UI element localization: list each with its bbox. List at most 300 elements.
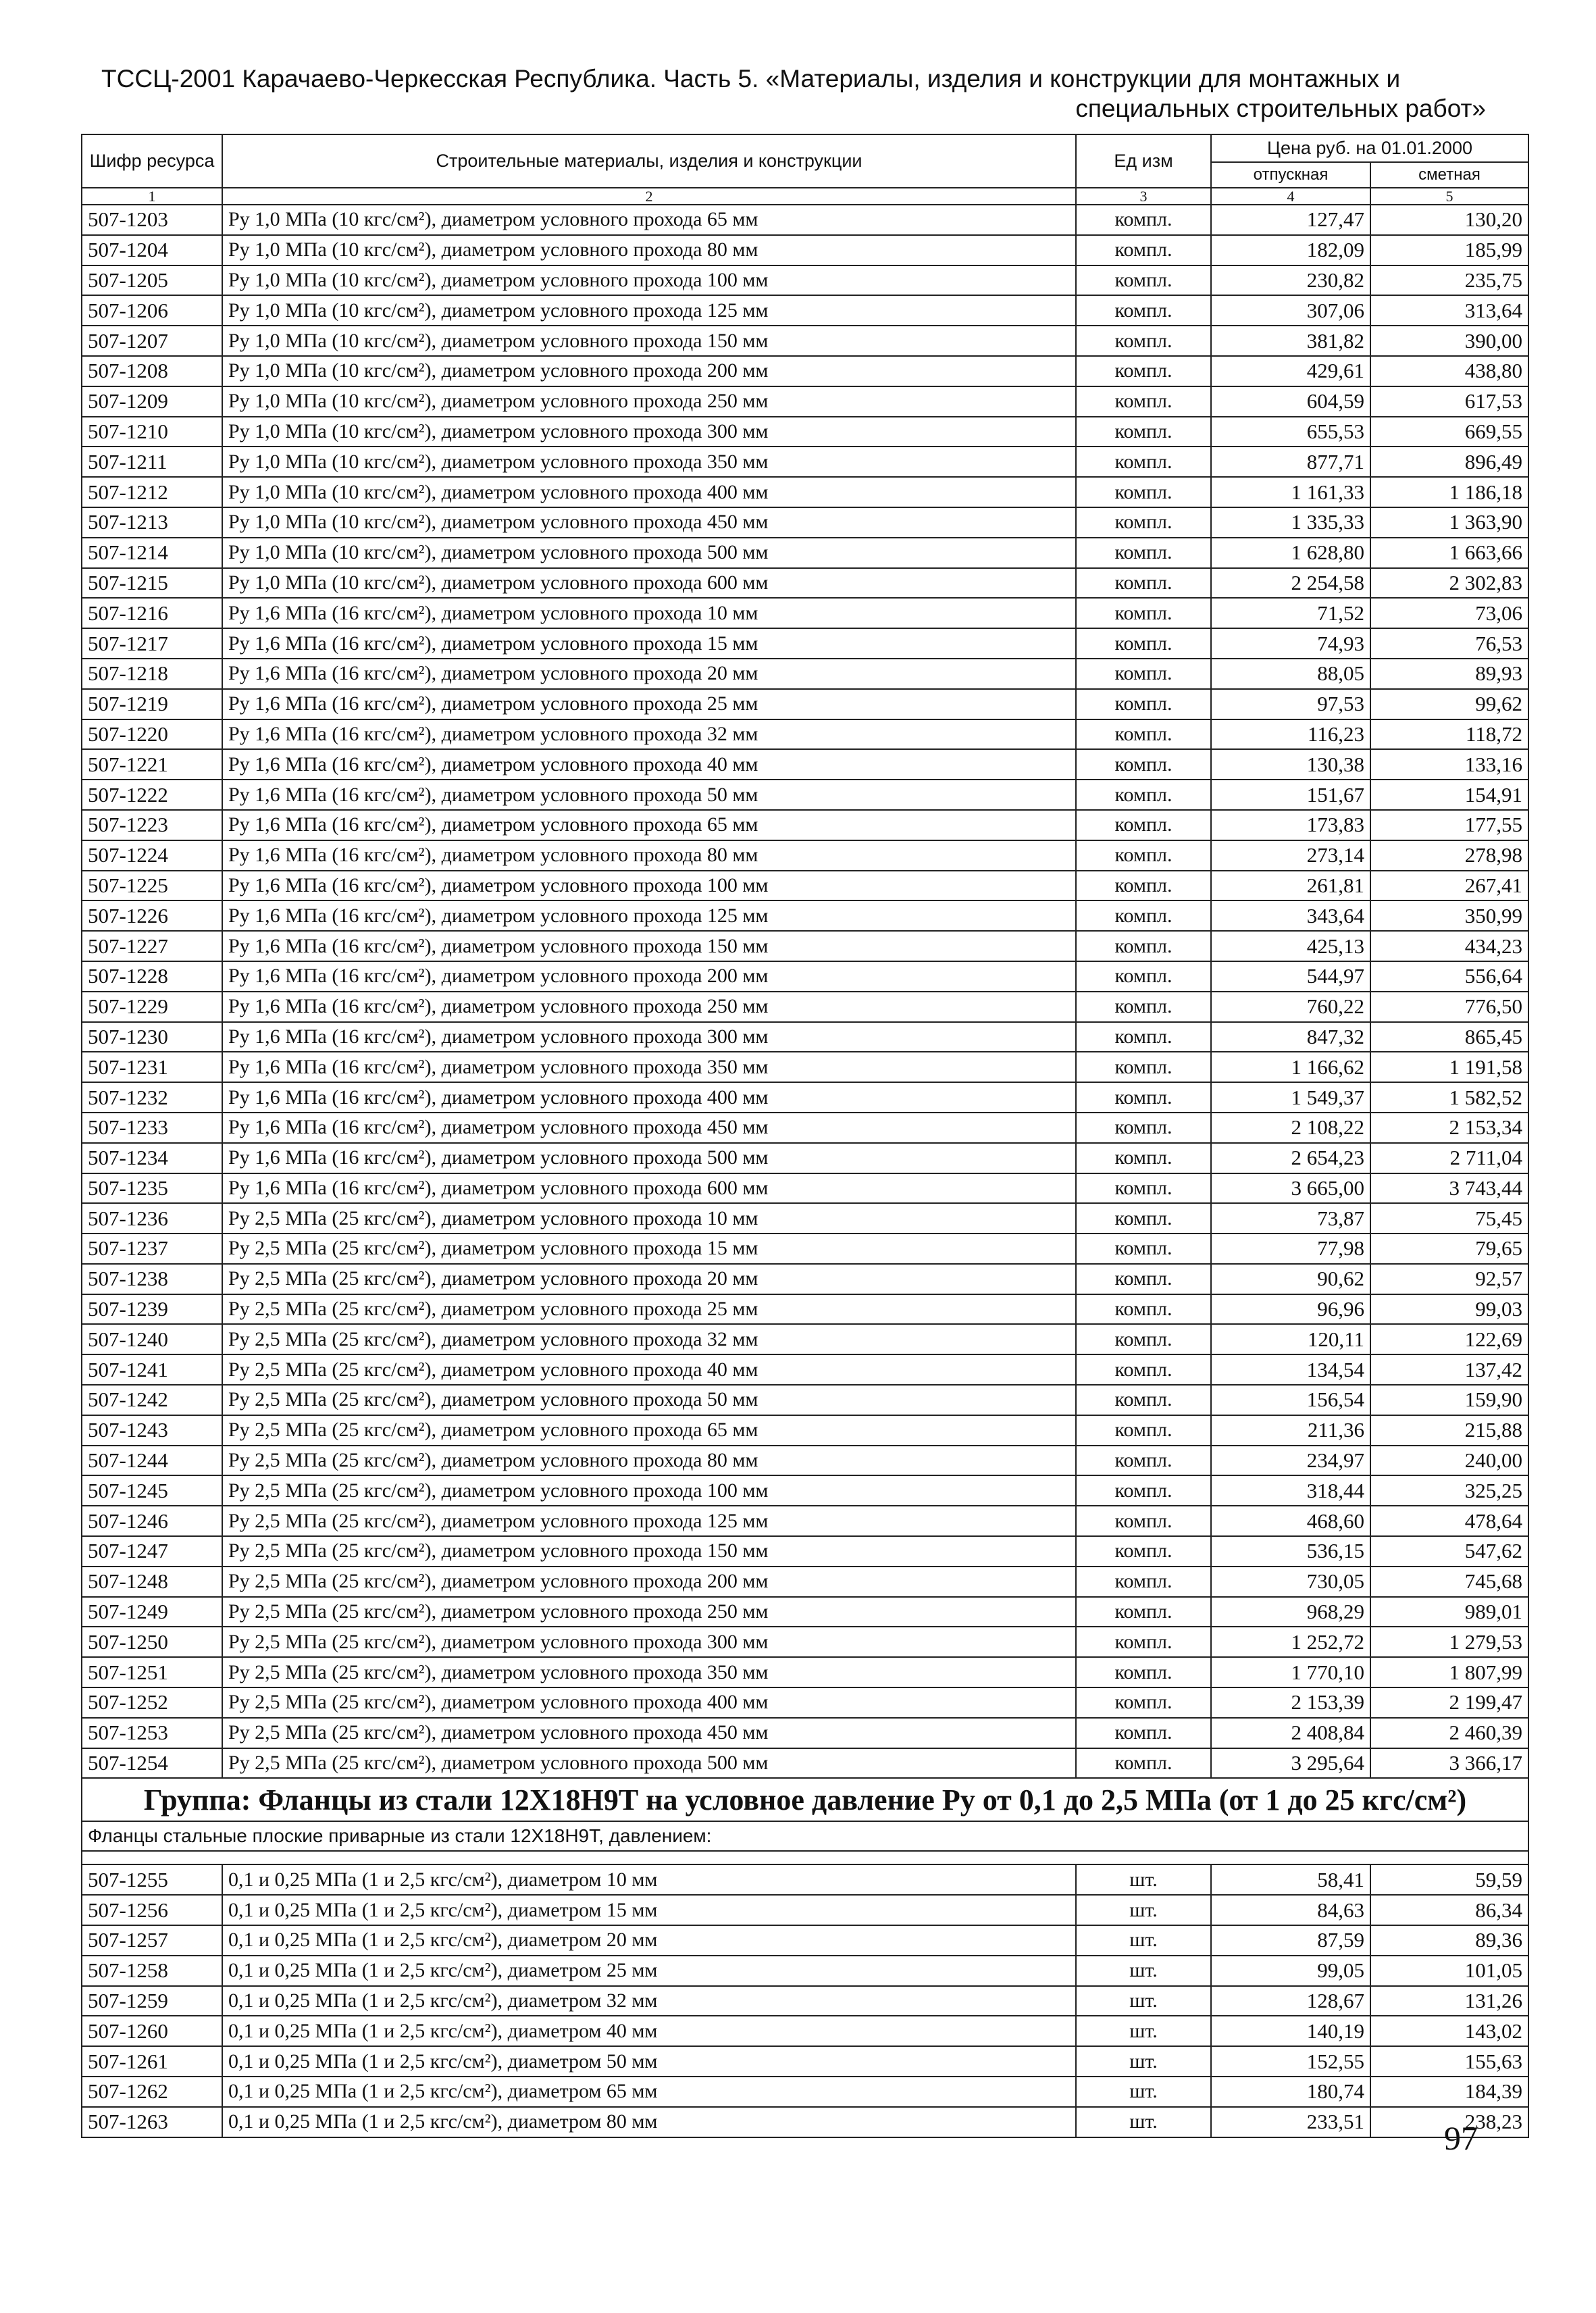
unit-of-measure: компл. (1076, 1506, 1211, 1536)
unit-of-measure: шт. (1076, 2016, 1211, 2046)
table-row (82, 295, 1528, 326)
estimate-price: 86,34 (1370, 1895, 1528, 1925)
release-price: 156,54 (1211, 1385, 1370, 1415)
resource-code: 507-1213 (82, 507, 222, 538)
release-price: 760,22 (1211, 992, 1370, 1022)
table-row (82, 2107, 1528, 2137)
table-row (82, 1203, 1528, 1234)
resource-code: 507-1226 (82, 900, 222, 931)
estimate-price: 1 363,90 (1370, 507, 1528, 538)
unit-of-measure: компл. (1076, 992, 1211, 1022)
release-price: 88,05 (1211, 659, 1370, 689)
table-row (82, 628, 1528, 659)
resource-code: 507-1228 (82, 961, 222, 992)
group-title: Группа: Фланцы из стали 12Х18Н9Т на условное давление Ру от 0,1 до 2,5 МПа (от 1 до 25 кгс/см²) (82, 1778, 1528, 1821)
resource-code: 507-1248 (82, 1567, 222, 1597)
unit-of-measure: компл. (1076, 1264, 1211, 1294)
resource-name: Ру 2,5 МПа (25 кгс/см²), диаметром условного прохода 25 мм (222, 1294, 1076, 1325)
estimate-price: 896,49 (1370, 447, 1528, 477)
release-price: 1 252,72 (1211, 1627, 1370, 1657)
release-price: 130,38 (1211, 749, 1370, 780)
resource-name: Ру 2,5 МПа (25 кгс/см²), диаметром условного прохода 450 мм (222, 1718, 1076, 1748)
estimate-price: 235,75 (1370, 265, 1528, 296)
release-price: 90,62 (1211, 1264, 1370, 1294)
unit-of-measure: компл. (1076, 1203, 1211, 1234)
estimate-price: 133,16 (1370, 749, 1528, 780)
resource-name: Ру 1,0 МПа (10 кгс/см²), диаметром условного прохода 125 мм (222, 295, 1076, 326)
unit-of-measure: компл. (1076, 749, 1211, 780)
resource-name: Ру 1,6 МПа (16 кгс/см²), диаметром условного прохода 600 мм (222, 1173, 1076, 1204)
release-price: 3 665,00 (1211, 1173, 1370, 1204)
estimate-price: 155,63 (1370, 2046, 1528, 2077)
unit-of-measure: компл. (1076, 961, 1211, 992)
table-row (82, 1748, 1528, 1779)
table-row (82, 1687, 1528, 1718)
estimate-price: 92,57 (1370, 1264, 1528, 1294)
resource-code: 507-1256 (82, 1895, 222, 1925)
resource-code: 507-1223 (82, 810, 222, 840)
resource-name: Ру 1,0 МПа (10 кгс/см²), диаметром условного прохода 600 мм (222, 568, 1076, 599)
estimate-price: 438,80 (1370, 356, 1528, 386)
table-row (82, 1597, 1528, 1627)
price-table-body (82, 134, 1528, 2137)
table-row (82, 1925, 1528, 1956)
estimate-price: 137,42 (1370, 1354, 1528, 1385)
resource-name: Ру 1,0 МПа (10 кгс/см²), диаметром условного прохода 250 мм (222, 386, 1076, 417)
estimate-price: 75,45 (1370, 1203, 1528, 1234)
estimate-price: 865,45 (1370, 1022, 1528, 1052)
release-price: 2 408,84 (1211, 1718, 1370, 1748)
release-price: 234,97 (1211, 1446, 1370, 1476)
unit-of-measure: компл. (1076, 235, 1211, 265)
estimate-price: 1 279,53 (1370, 1627, 1528, 1657)
resource-code: 507-1207 (82, 326, 222, 356)
resource-code: 507-1210 (82, 417, 222, 447)
unit-of-measure: компл. (1076, 538, 1211, 568)
resource-name: Ру 1,6 МПа (16 кгс/см²), диаметром условного прохода 500 мм (222, 1143, 1076, 1173)
resource-name: Ру 2,5 МПа (25 кгс/см²), диаметром условного прохода 20 мм (222, 1264, 1076, 1294)
unit-of-measure: компл. (1076, 810, 1211, 840)
estimate-price: 184,39 (1370, 2077, 1528, 2107)
table-row (82, 598, 1528, 628)
unit-of-measure: компл. (1076, 900, 1211, 931)
estimate-price: 556,64 (1370, 961, 1528, 992)
resource-name: 0,1 и 0,25 МПа (1 и 2,5 кгс/см²), диаметром 40 мм (222, 2016, 1076, 2046)
table-row (82, 961, 1528, 992)
unit-of-measure: компл. (1076, 265, 1211, 296)
release-price: 604,59 (1211, 386, 1370, 417)
table-row (82, 1022, 1528, 1052)
resource-name: Ру 1,6 МПа (16 кгс/см²), диаметром условного прохода 25 мм (222, 689, 1076, 719)
resource-code: 507-1214 (82, 538, 222, 568)
resource-name: Ру 2,5 МПа (25 кгс/см²), диаметром условного прохода 80 мм (222, 1446, 1076, 1476)
release-price: 1 549,37 (1211, 1082, 1370, 1113)
resource-name: Ру 2,5 МПа (25 кгс/см²), диаметром условного прохода 500 мм (222, 1748, 1076, 1779)
table-row (82, 1475, 1528, 1506)
document-header-line-1: ТССЦ-2001 Карачаево-Черкесская Республика. Часть 5. «Материалы, изделия и конструкции для монтажных и (101, 65, 1401, 93)
unit-of-measure: компл. (1076, 1324, 1211, 1354)
table-row (82, 1143, 1528, 1173)
table-row (82, 719, 1528, 750)
resource-code: 507-1255 (82, 1864, 222, 1895)
table-row (82, 1895, 1528, 1925)
estimate-price: 59,59 (1370, 1864, 1528, 1895)
estimate-price: 1 191,58 (1370, 1052, 1528, 1082)
resource-name: Ру 2,5 МПа (25 кгс/см²), диаметром условного прохода 40 мм (222, 1354, 1076, 1385)
resource-code: 507-1237 (82, 1234, 222, 1264)
resource-code: 507-1242 (82, 1385, 222, 1415)
table-row (82, 1718, 1528, 1748)
table-row (82, 1354, 1528, 1385)
release-price: 730,05 (1211, 1567, 1370, 1597)
resource-name: Ру 1,0 МПа (10 кгс/см²), диаметром условного прохода 65 мм (222, 205, 1076, 235)
resource-code: 507-1217 (82, 628, 222, 659)
resource-code: 507-1231 (82, 1052, 222, 1082)
estimate-price: 278,98 (1370, 840, 1528, 871)
unit-of-measure: шт. (1076, 1895, 1211, 1925)
release-price: 318,44 (1211, 1475, 1370, 1506)
table-row (82, 689, 1528, 719)
estimate-price: 745,68 (1370, 1567, 1528, 1597)
resource-name: Ру 1,6 МПа (16 кгс/см²), диаметром условного прохода 20 мм (222, 659, 1076, 689)
estimate-price: 390,00 (1370, 326, 1528, 356)
release-price: 1 335,33 (1211, 507, 1370, 538)
estimate-price: 130,20 (1370, 205, 1528, 235)
resource-code: 507-1249 (82, 1597, 222, 1627)
unit-of-measure: компл. (1076, 871, 1211, 901)
table-row (82, 749, 1528, 780)
table-row (82, 1113, 1528, 1143)
release-price: 2 153,39 (1211, 1687, 1370, 1718)
unit-of-measure: компл. (1076, 1022, 1211, 1052)
estimate-price: 2 711,04 (1370, 1143, 1528, 1173)
resource-name: Ру 2,5 МПа (25 кгс/см²), диаметром условного прохода 200 мм (222, 1567, 1076, 1597)
resource-name: Ру 1,6 МПа (16 кгс/см²), диаметром условного прохода 200 мм (222, 961, 1076, 992)
table-row (82, 1324, 1528, 1354)
unit-of-measure: компл. (1076, 659, 1211, 689)
resource-code: 507-1235 (82, 1173, 222, 1204)
release-price: 211,36 (1211, 1415, 1370, 1446)
resource-name: 0,1 и 0,25 МПа (1 и 2,5 кгс/см²), диаметром 80 мм (222, 2107, 1076, 2137)
release-price: 127,47 (1211, 205, 1370, 235)
table-row (82, 568, 1528, 599)
resource-code: 507-1261 (82, 2046, 222, 2077)
resource-code: 507-1221 (82, 749, 222, 780)
table-row (82, 1415, 1528, 1446)
table-row (82, 507, 1528, 538)
estimate-price: 99,62 (1370, 689, 1528, 719)
resource-code: 507-1216 (82, 598, 222, 628)
resource-code: 507-1253 (82, 1718, 222, 1748)
resource-name: Ру 1,0 МПа (10 кгс/см²), диаметром условного прохода 200 мм (222, 356, 1076, 386)
resource-code: 507-1204 (82, 235, 222, 265)
unit-of-measure: компл. (1076, 1748, 1211, 1779)
resource-code: 507-1220 (82, 719, 222, 750)
table-row (82, 1264, 1528, 1294)
release-price: 73,87 (1211, 1203, 1370, 1234)
resource-name: Ру 1,6 МПа (16 кгс/см²), диаметром условного прохода 65 мм (222, 810, 1076, 840)
unit-of-measure: шт. (1076, 1864, 1211, 1895)
table-row (82, 417, 1528, 447)
estimate-price: 1 807,99 (1370, 1657, 1528, 1687)
estimate-price: 99,03 (1370, 1294, 1528, 1325)
release-price: 151,67 (1211, 780, 1370, 810)
estimate-price: 547,62 (1370, 1536, 1528, 1567)
release-price: 343,64 (1211, 900, 1370, 931)
unit-of-measure: компл. (1076, 628, 1211, 659)
resource-name: Ру 2,5 МПа (25 кгс/см²), диаметром условного прохода 350 мм (222, 1657, 1076, 1687)
resource-code: 507-1219 (82, 689, 222, 719)
estimate-price: 238,23 (1370, 2107, 1528, 2137)
table-row (82, 1234, 1528, 1264)
resource-name: Ру 1,6 МПа (16 кгс/см²), диаметром условного прохода 10 мм (222, 598, 1076, 628)
release-price: 1 770,10 (1211, 1657, 1370, 1687)
table-row (82, 992, 1528, 1022)
estimate-price: 1 582,52 (1370, 1082, 1528, 1113)
release-price: 307,06 (1211, 295, 1370, 326)
release-price: 99,05 (1211, 1956, 1370, 1986)
estimate-price: 122,69 (1370, 1324, 1528, 1354)
unit-of-measure: компл. (1076, 1687, 1211, 1718)
resource-code: 507-1241 (82, 1354, 222, 1385)
unit-of-measure: компл. (1076, 1657, 1211, 1687)
unit-of-measure: компл. (1076, 1294, 1211, 1325)
table-row (82, 1446, 1528, 1476)
table-row (82, 931, 1528, 961)
release-price: 96,96 (1211, 1294, 1370, 1325)
resource-name: Ру 2,5 МПа (25 кгс/см²), диаметром условного прохода 10 мм (222, 1203, 1076, 1234)
estimate-price: 2 460,39 (1370, 1718, 1528, 1748)
estimate-price: 2 153,34 (1370, 1113, 1528, 1143)
group-subtitle-row (82, 1821, 1528, 1851)
resource-name: Ру 1,6 МПа (16 кгс/см²), диаметром условного прохода 150 мм (222, 931, 1076, 961)
resource-name: Ру 1,0 МПа (10 кгс/см²), диаметром условного прохода 80 мм (222, 235, 1076, 265)
column-number-row (82, 188, 1528, 205)
resource-name: Ру 2,5 МПа (25 кгс/см²), диаметром условного прохода 50 мм (222, 1385, 1076, 1415)
table-row (82, 1986, 1528, 2016)
release-price: 2 654,23 (1211, 1143, 1370, 1173)
page-number: 97 (1444, 2119, 1478, 2157)
table-row (82, 1627, 1528, 1657)
release-price: 97,53 (1211, 689, 1370, 719)
table-row (82, 2077, 1528, 2107)
unit-of-measure: компл. (1076, 1718, 1211, 1748)
resource-name: Ру 1,6 МПа (16 кгс/см²), диаметром условного прохода 50 мм (222, 780, 1076, 810)
table-row (82, 840, 1528, 871)
resource-code: 507-1254 (82, 1748, 222, 1779)
table-row (82, 2016, 1528, 2046)
unit-of-measure: компл. (1076, 1597, 1211, 1627)
unit-of-measure: шт. (1076, 2046, 1211, 2077)
estimate-price: 215,88 (1370, 1415, 1528, 1446)
resource-code: 507-1239 (82, 1294, 222, 1325)
release-price: 2 254,58 (1211, 568, 1370, 599)
column-number-3: 3 (1076, 188, 1211, 205)
estimate-price: 267,41 (1370, 871, 1528, 901)
table-row (82, 1385, 1528, 1415)
release-price: 425,13 (1211, 931, 1370, 961)
resource-code: 507-1260 (82, 2016, 222, 2046)
resource-name: Ру 1,6 МПа (16 кгс/см²), диаметром условного прохода 80 мм (222, 840, 1076, 871)
resource-code: 507-1250 (82, 1627, 222, 1657)
estimate-price: 76,53 (1370, 628, 1528, 659)
estimate-price: 118,72 (1370, 719, 1528, 750)
resource-name: 0,1 и 0,25 МПа (1 и 2,5 кгс/см²), диаметром 32 мм (222, 1986, 1076, 2016)
resource-name: Ру 2,5 МПа (25 кгс/см²), диаметром условного прохода 300 мм (222, 1627, 1076, 1657)
resource-code: 507-1212 (82, 477, 222, 507)
estimate-price: 434,23 (1370, 931, 1528, 961)
table-row (82, 1956, 1528, 1986)
resource-name: Ру 2,5 МПа (25 кгс/см²), диаметром условного прохода 15 мм (222, 1234, 1076, 1264)
unit-of-measure: компл. (1076, 568, 1211, 599)
resource-code: 507-1218 (82, 659, 222, 689)
resource-name: Ру 1,0 МПа (10 кгс/см²), диаметром условного прохода 350 мм (222, 447, 1076, 477)
resource-code: 507-1258 (82, 1956, 222, 1986)
unit-of-measure: компл. (1076, 507, 1211, 538)
unit-of-measure: компл. (1076, 1143, 1211, 1173)
table-row (82, 871, 1528, 901)
unit-of-measure: компл. (1076, 447, 1211, 477)
resource-code: 507-1205 (82, 265, 222, 296)
unit-of-measure: компл. (1076, 1234, 1211, 1264)
resource-code: 507-1211 (82, 447, 222, 477)
table-row (82, 265, 1528, 296)
unit-of-measure: компл. (1076, 417, 1211, 447)
resource-code: 507-1209 (82, 386, 222, 417)
estimate-price: 73,06 (1370, 598, 1528, 628)
resource-code: 507-1259 (82, 1986, 222, 2016)
resource-code: 507-1227 (82, 931, 222, 961)
resource-code: 507-1263 (82, 2107, 222, 2137)
estimate-price: 177,55 (1370, 810, 1528, 840)
table-row (82, 205, 1528, 235)
column-number-5: 5 (1370, 188, 1528, 205)
release-price: 140,19 (1211, 2016, 1370, 2046)
unit-of-measure: компл. (1076, 1475, 1211, 1506)
resource-name: Ру 2,5 МПа (25 кгс/см²), диаметром условного прохода 100 мм (222, 1475, 1076, 1506)
resource-code: 507-1225 (82, 871, 222, 901)
table-row (82, 810, 1528, 840)
resource-name: Ру 1,0 МПа (10 кгс/см²), диаметром условного прохода 500 мм (222, 538, 1076, 568)
unit-of-measure: шт. (1076, 1956, 1211, 1986)
resource-code: 507-1215 (82, 568, 222, 599)
resource-name: Ру 1,6 МПа (16 кгс/см²), диаметром условного прохода 100 мм (222, 871, 1076, 901)
price-table (81, 134, 1529, 2138)
resource-code: 507-1252 (82, 1687, 222, 1718)
resource-name: 0,1 и 0,25 МПа (1 и 2,5 кгс/см²), диаметром 20 мм (222, 1925, 1076, 1956)
estimate-price: 350,99 (1370, 900, 1528, 931)
table-row (82, 1173, 1528, 1204)
column-number-2: 2 (222, 188, 1076, 205)
release-price: 655,53 (1211, 417, 1370, 447)
resource-code: 507-1257 (82, 1925, 222, 1956)
table-row (82, 1536, 1528, 1567)
resource-name: Ру 1,6 МПа (16 кгс/см²), диаметром условного прохода 250 мм (222, 992, 1076, 1022)
release-price: 134,54 (1211, 1354, 1370, 1385)
group-title-row (82, 1778, 1528, 1821)
unit-of-measure: компл. (1076, 477, 1211, 507)
release-price: 230,82 (1211, 265, 1370, 296)
table-row (82, 326, 1528, 356)
resource-code: 507-1208 (82, 356, 222, 386)
group-subtitle: Фланцы стальные плоские приварные из стали 12Х18Н9Т, давлением: (82, 1821, 1528, 1851)
unit-of-measure: компл. (1076, 1627, 1211, 1657)
estimate-price: 776,50 (1370, 992, 1528, 1022)
resource-code: 507-1262 (82, 2077, 222, 2107)
estimate-price: 240,00 (1370, 1446, 1528, 1476)
table-row (82, 538, 1528, 568)
release-price: 182,09 (1211, 235, 1370, 265)
resource-code: 507-1243 (82, 1415, 222, 1446)
resource-name: Ру 2,5 МПа (25 кгс/см²), диаметром условного прохода 32 мм (222, 1324, 1076, 1354)
resource-code: 507-1245 (82, 1475, 222, 1506)
release-price: 71,52 (1211, 598, 1370, 628)
release-price: 74,93 (1211, 628, 1370, 659)
resource-name: Ру 2,5 МПа (25 кгс/см²), диаметром условного прохода 65 мм (222, 1415, 1076, 1446)
resource-name: Ру 1,0 МПа (10 кгс/см²), диаметром условного прохода 400 мм (222, 477, 1076, 507)
resource-name: Ру 2,5 МПа (25 кгс/см²), диаметром условного прохода 125 мм (222, 1506, 1076, 1536)
estimate-price: 1 186,18 (1370, 477, 1528, 507)
unit-of-measure: компл. (1076, 1567, 1211, 1597)
release-price: 468,60 (1211, 1506, 1370, 1536)
release-price: 536,15 (1211, 1536, 1370, 1567)
estimate-price: 325,25 (1370, 1475, 1528, 1506)
column-header-name: Строительные материалы, изделия и конструкции (222, 134, 1076, 188)
resource-name: Ру 1,0 МПа (10 кгс/см²), диаметром условного прохода 300 мм (222, 417, 1076, 447)
resource-code: 507-1224 (82, 840, 222, 871)
resource-name: 0,1 и 0,25 МПа (1 и 2,5 кгс/см²), диаметром 15 мм (222, 1895, 1076, 1925)
release-price: 180,74 (1211, 2077, 1370, 2107)
release-price: 120,11 (1211, 1324, 1370, 1354)
table-row (82, 659, 1528, 689)
release-price: 233,51 (1211, 2107, 1370, 2137)
unit-of-measure: компл. (1076, 780, 1211, 810)
release-price: 87,59 (1211, 1925, 1370, 1956)
release-price: 544,97 (1211, 961, 1370, 992)
estimate-price: 159,90 (1370, 1385, 1528, 1415)
table-row (82, 900, 1528, 931)
release-price: 968,29 (1211, 1597, 1370, 1627)
column-header-unit: Ед изм (1076, 134, 1211, 188)
estimate-price: 617,53 (1370, 386, 1528, 417)
column-header-code: Шифр ресурса (82, 134, 222, 188)
resource-code: 507-1203 (82, 205, 222, 235)
resource-name: Ру 1,6 МПа (16 кгс/см²), диаметром условного прохода 450 мм (222, 1113, 1076, 1143)
resource-code: 507-1222 (82, 780, 222, 810)
estimate-price: 185,99 (1370, 235, 1528, 265)
resource-name: Ру 2,5 МПа (25 кгс/см²), диаметром условного прохода 250 мм (222, 1597, 1076, 1627)
unit-of-measure: компл. (1076, 719, 1211, 750)
column-number-1: 1 (82, 188, 222, 205)
estimate-price: 669,55 (1370, 417, 1528, 447)
estimate-price: 101,05 (1370, 1956, 1528, 1986)
resource-name: Ру 2,5 МПа (25 кгс/см²), диаметром условного прохода 150 мм (222, 1536, 1076, 1567)
resource-code: 507-1229 (82, 992, 222, 1022)
table-row (82, 1294, 1528, 1325)
table-row (82, 386, 1528, 417)
estimate-price: 2 199,47 (1370, 1687, 1528, 1718)
resource-name: 0,1 и 0,25 МПа (1 и 2,5 кгс/см²), диаметром 50 мм (222, 2046, 1076, 2077)
unit-of-measure: компл. (1076, 1385, 1211, 1415)
unit-of-measure: компл. (1076, 931, 1211, 961)
unit-of-measure: компл. (1076, 1082, 1211, 1113)
table-row (82, 2046, 1528, 2077)
release-price: 2 108,22 (1211, 1113, 1370, 1143)
spacer-row (82, 1851, 1528, 1864)
release-price: 3 295,64 (1211, 1748, 1370, 1779)
release-price: 273,14 (1211, 840, 1370, 871)
resource-code: 507-1233 (82, 1113, 222, 1143)
